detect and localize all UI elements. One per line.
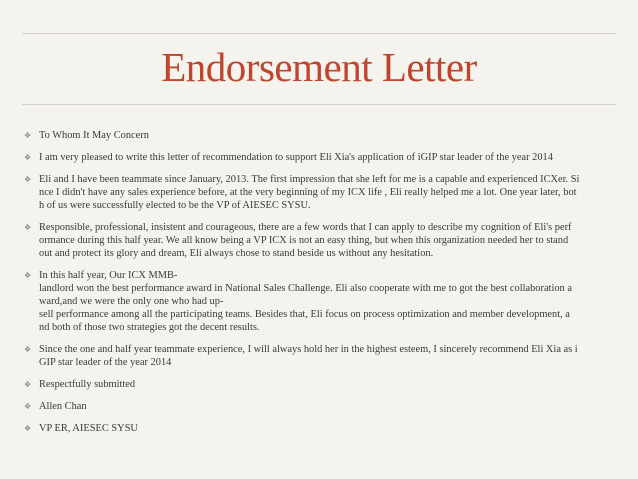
bullet-text-line: Allen Chan	[39, 401, 87, 412]
bullet-item	[22, 400, 622, 413]
diamond-bullet-icon: ❖	[24, 175, 32, 184]
bullet-text-line: out and protect its glory and dream, Eli always chose to stand beside us without any hesitation.	[39, 248, 434, 259]
title-divider	[22, 104, 616, 105]
diamond-bullet-icon: ❖	[24, 153, 32, 162]
bullet-item	[22, 343, 622, 369]
bullet-text-line: Since the one and half year teammate experience, I will always hold her in the highest esteem, I sincerely recommend Eli Xia as i	[39, 344, 578, 355]
bullet-text-line: Eli and I have been teammate since January, 2013. The first impression that she left for me is a capable and experienced ICXer. Si	[39, 174, 580, 185]
diamond-bullet-icon: ❖	[24, 271, 32, 280]
bullet-text-line: sell performance among all the participating teams. Besides that, Eli focus on process optimization and member development, a	[39, 309, 570, 320]
bullet-text-line: I am very pleased to write this letter of recommendation to support Eli Xia's application of iGIP star leader of the year 2014	[39, 152, 553, 163]
bullet-text-line: nce I didn't have any sales experience before, at the very beginning of my ICX life , Eli really helped me a lot. One year later, bot	[39, 187, 577, 198]
bullet-text-line: landlord won the best performance award in National Sales Challenge. Eli also cooperate with me to got the best collaboration a	[39, 283, 572, 294]
bullet-text-line: Responsible, professional, insistent and courageous, there are a few words that I can apply to describe my cognition of Eli's perf	[39, 222, 572, 233]
bullet-item	[22, 173, 622, 212]
bullet-item	[22, 422, 622, 435]
diamond-bullet-icon: ❖	[24, 131, 32, 140]
letter-body	[22, 129, 622, 444]
diamond-bullet-icon: ❖	[24, 223, 32, 232]
bullet-text-line: GIP star leader of the year 2014	[39, 357, 172, 368]
bullet-text-line: ormance during this half year. We all know being a VP ICX is not an easy thing, but when this organization needed her to stand	[39, 235, 569, 246]
bullet-text-line: ward,and we were the only one who had up-	[39, 296, 224, 307]
bullet-text-line: To Whom It May Concern	[39, 130, 149, 141]
diamond-bullet-icon: ❖	[24, 345, 32, 354]
bullet-item	[22, 221, 622, 260]
bullet-item	[22, 151, 622, 164]
slide-title: Endorsement Letter	[161, 44, 477, 90]
bullet-text-line: In this half year, Our ICX MMB-	[39, 270, 178, 281]
top-divider	[22, 33, 616, 34]
bullet-text-line: VP ER, AIESEC SYSU	[39, 423, 138, 434]
diamond-bullet-icon: ❖	[24, 380, 32, 389]
bullet-text-line: Respectfully submitted	[39, 379, 136, 390]
bullet-item	[22, 378, 622, 391]
bullet-item	[22, 129, 622, 142]
bullet-item	[22, 269, 622, 334]
diamond-bullet-icon: ❖	[24, 424, 32, 433]
diamond-bullet-icon: ❖	[24, 402, 32, 411]
bullet-text-line: nd both of those two strategies got the decent results.	[39, 322, 260, 333]
bullet-text-line: h of us were successfully elected to be the VP of AIESEC SYSU.	[39, 200, 311, 211]
